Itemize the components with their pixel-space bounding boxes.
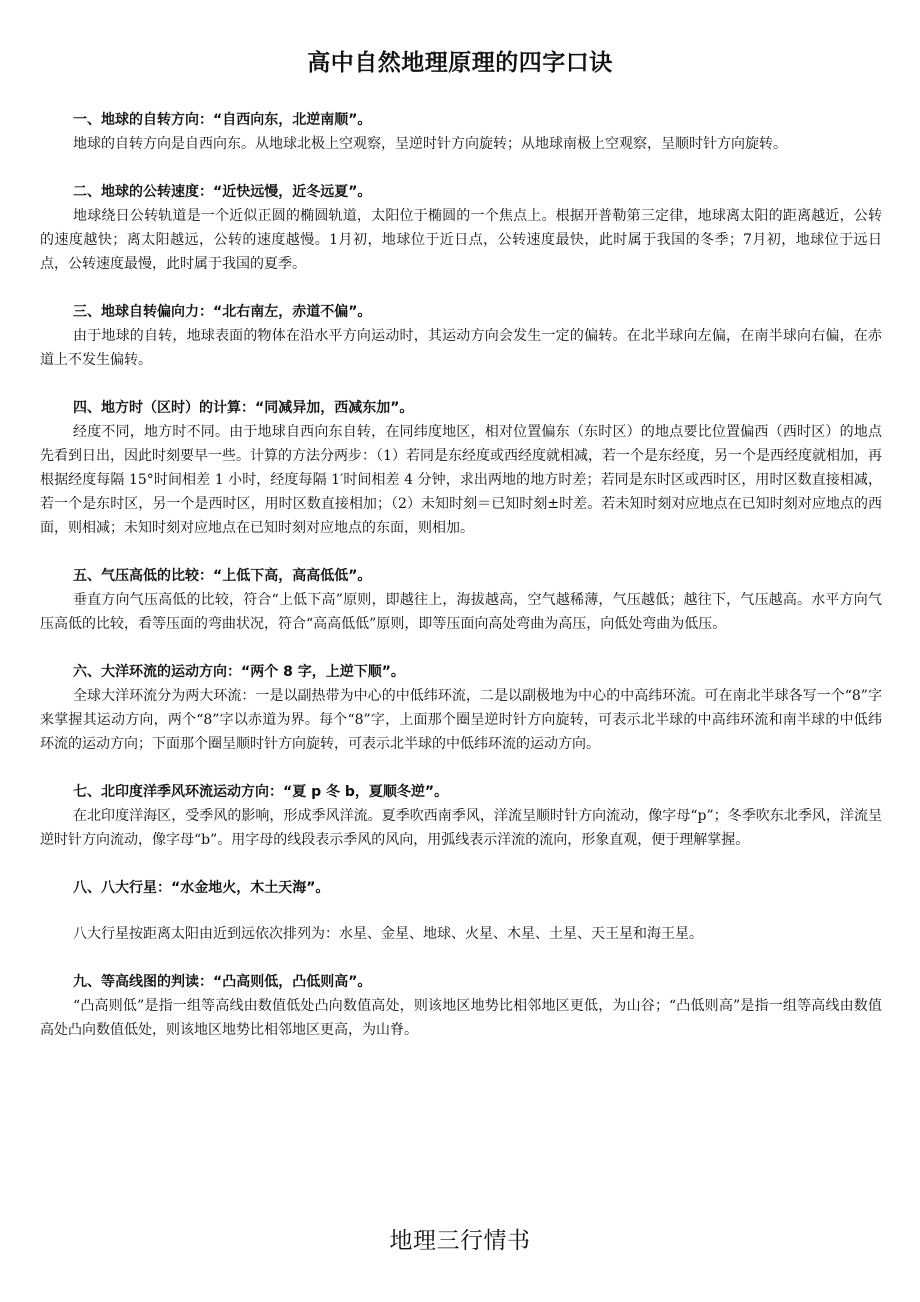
section-heading: 六、大洋环流的运动方向：“两个 8 字，上逆下顺”。	[73, 664, 405, 680]
document-title: 高中自然地理原理的四字口诀	[307, 50, 613, 76]
section-heading: 八、八大行星：“水金地火，木土天海”。	[73, 880, 330, 896]
section-earth-revolution	[40, 180, 882, 276]
section-paragraph: 八大行星按距离太阳由近到远依次排列为：水星、金星、地球、火星、木星、土星、天王星和海王星。	[73, 926, 703, 942]
section-ocean-currents	[40, 660, 882, 756]
footer-caption: 地理三行情书	[389, 1228, 531, 1254]
section-paragraph: 地球绕日公转轨道是一个近似正圆的椭圆轨道，太阳位于椭圆的一个焦点上。根据开普勒第三定律，地球离太阳的距离越近，公转的速度越快；离太阳越远，公转的速度越慢。1月初，地球位于近日点，公转速度最快，此时属于我国的冬季；7月初，地球位于远日点，公转速度最慢，此时属于我国的夏季。	[40, 208, 882, 272]
section-earth-rotation	[40, 108, 882, 156]
section-paragraph: 垂直方向气压高低的比较，符合“上低下高”原则，即越往上，海拔越高，空气越稀薄，气压越低；越往下，气压越高。水平方向气压高低的比较，看等压面的弯曲状况，符合“高高低低”原则，即等压面向高处弯曲为高压，向低处弯曲为低压。	[40, 592, 882, 632]
section-planets	[40, 876, 882, 946]
section-heading: 一、地球的自转方向：“自西向东，北逆南顺”。	[73, 112, 372, 128]
section-air-pressure	[40, 564, 882, 636]
section-paragraph: 由于地球的自转，地球表面的物体在沿水平方向运动时，其运动方向会发生一定的偏转。在北半球向左偏，在南半球向右偏，在赤道上不发生偏转。	[40, 328, 882, 368]
section-heading: 五、气压高低的比较：“上低下高，高高低低”。	[73, 568, 372, 584]
spacer	[40, 900, 882, 922]
section-paragraph: “凸高则低”是指一组等高线由数值低处凸向数值高处，则该地区地势比相邻地区更低，为山谷；“凸低则高”是指一组等高线由数值高处凸向数值低处，则该地区地势比相邻地区更高，为山脊。	[40, 998, 882, 1038]
section-heading: 七、北印度洋季风环流运动方向：“夏 p 冬 b，夏顺冬逆”。	[73, 784, 449, 800]
section-local-time	[40, 396, 882, 540]
section-monsoon-currents	[40, 780, 882, 852]
section-paragraph: 在北印度洋海区，受季风的影响，形成季风洋流。夏季吹西南季风，洋流呈顺时针方向流动，像字母“p”；冬季吹东北季风，洋流呈逆时针方向流动，像字母“b”。用字母的线段表示季风的风向，用弧线表示洋流的流向，形象直观，便于理解掌握。	[40, 808, 882, 848]
section-paragraph: 地球的自转方向是自西向东。从地球北极上空观察，呈逆时针方向旋转；从地球南极上空观察，呈顺时针方向旋转。	[73, 136, 787, 152]
section-contour-lines	[40, 970, 882, 1042]
section-coriolis	[40, 300, 882, 372]
section-heading: 九、等高线图的判读：“凸高则低，凸低则高”。	[73, 974, 372, 990]
section-heading: 三、地球自转偏向力：“北右南左，赤道不偏”。	[73, 304, 372, 320]
section-paragraph: 全球大洋环流分为两大环流：一是以副热带为中心的中低纬环流，二是以副极地为中心的中高纬环流。可在南北半球各写一个“8”字来掌握其运动方向，两个“8”字以赤道为界。每个“8”字，上面那个圈呈逆时针方向旋转，可表示北半球的中高纬环流和南半球的中低纬环流的运动方向；下面那个圈呈顺时针方向旋转，可表示北半球的中低纬环流的运动方向。	[40, 688, 882, 752]
document-body	[40, 108, 882, 1066]
section-paragraph: 经度不同，地方时不同。由于地球自西向东自转，在同纬度地区，相对位置偏东（东时区）的地点要比位置偏西（西时区）的地点先看到日出，因此时刻要早一些。计算的方法分两步：（1）若同是东经度或西经度就相减，若一个是东经度，另一个是西经度就相加，再根据经度每隔 15°时间相差 1 小时，经度每隔 1′时间相差 4 分钟，求出两地的地方时差；若同是东时区或西时区，用时区数直接相减，若一个是东时区，另一个是西时区，用时区数直接相加；（2）未知时刻＝已知时刻±时差。若未知时刻对应地点在已知时刻对应地点的西面，则相减；未知时刻对应地点在已知时刻对应地点的东面，则相加。	[40, 424, 882, 536]
section-heading: 二、地球的公转速度：“近快远慢，近冬远夏”。	[73, 184, 372, 200]
section-heading: 四、地方时（区时）的计算：“同减异加，西减东加”。	[73, 400, 414, 416]
